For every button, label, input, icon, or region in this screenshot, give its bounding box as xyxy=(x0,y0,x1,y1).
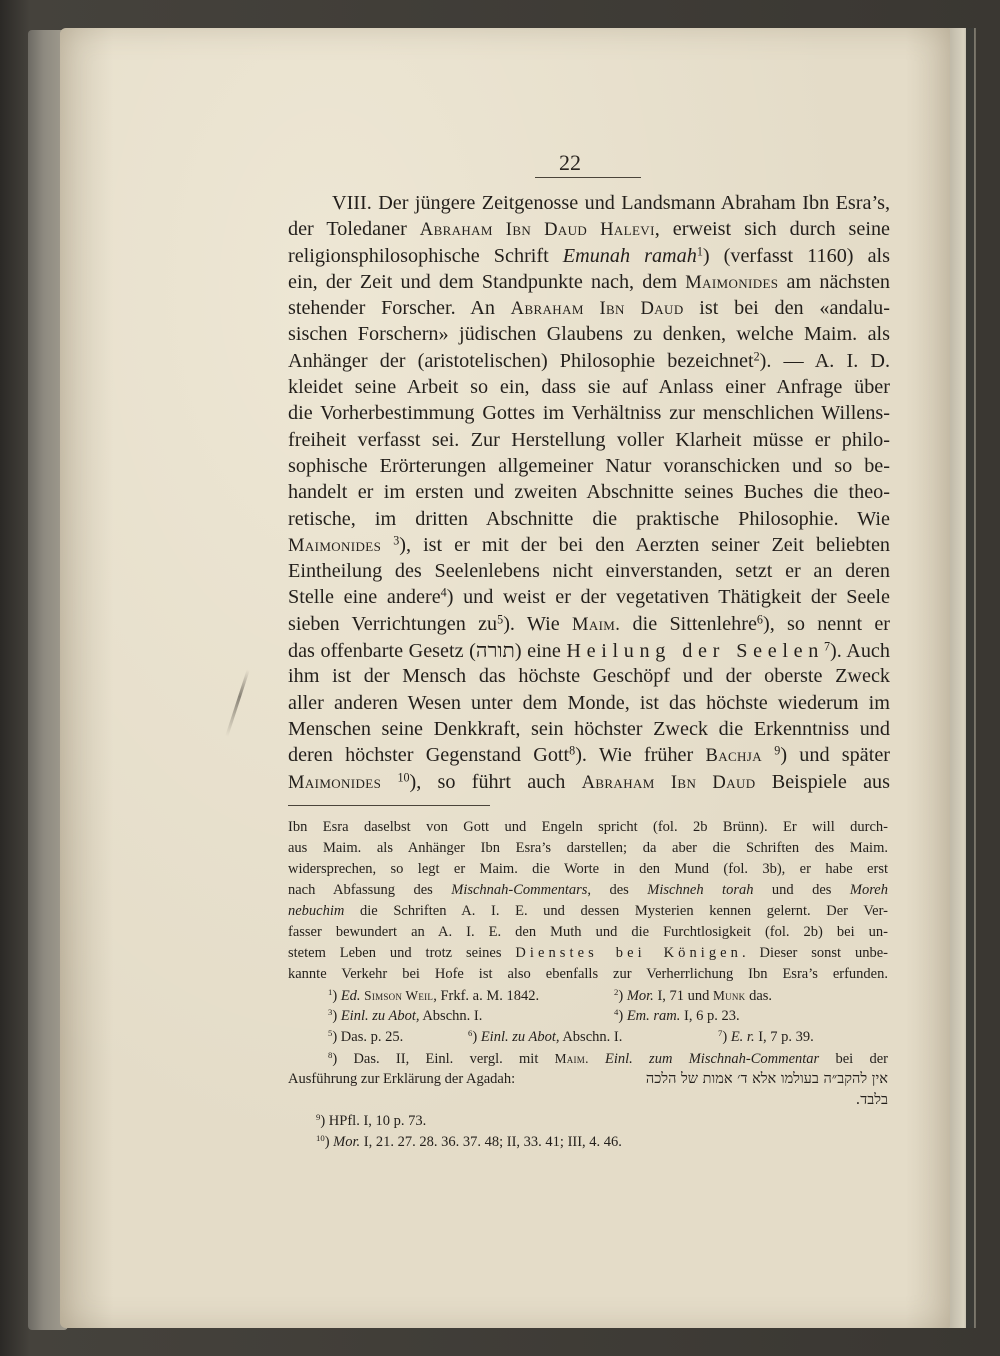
footnote-ref: 10 xyxy=(397,769,410,784)
name-smallcaps: Abraham Ibn Daud xyxy=(510,298,684,320)
name-smallcaps: Maimonides xyxy=(288,771,382,793)
footnote-ref: 7 xyxy=(823,639,831,654)
text-line: ihm ist der Mensch das höchste Geschöpf und der oberste Zweck xyxy=(288,665,890,688)
title-italic: E. r. xyxy=(730,1029,755,1045)
footnote-1: $^1$) Ed. Simson Weil, Frkf. a. M. 1842. xyxy=(328,987,540,1004)
footnote-ref: 1 xyxy=(328,987,333,998)
text-line: Stelle eine andere$^4$) und weist er der vegetativen Thätigkeit der Seele xyxy=(288,585,890,609)
footnote-8-line-2 xyxy=(288,1069,888,1090)
title-italic: Moreh xyxy=(849,882,888,898)
footnote-ref: 1 xyxy=(696,243,703,258)
name-smallcaps: Simson Weil xyxy=(364,988,434,1003)
text-line: die Vorherbestimmung Gottes im Verhältniss zur menschlichen Willens- xyxy=(288,402,890,425)
text-line: sischen Forschern» jüdischen Glaubens zu denken, welche Maim. als xyxy=(288,323,890,346)
text-line: deren höchster Gegenstand Gott$^8$). Wie früher Bachja $^9$) und später xyxy=(288,743,890,767)
name-smallcaps: Maim. xyxy=(571,613,621,635)
footnote-ref: 10 xyxy=(316,1133,325,1144)
footnote-text-line: kannte Verkehr bei Hofe ist also ebenfalls zur Verherrlichung Ibn Esra’s erfunden. xyxy=(288,966,888,982)
footnote-4: $^4$) Em. ram. I, 6 p. 23. xyxy=(614,1007,740,1024)
text-line: ein, der Zeit und dem Standpunkte nach, dem Maimonides am nächsten xyxy=(288,270,890,293)
title-italic: nebuchim xyxy=(288,903,345,919)
title-italic: Mischnah-Commentars xyxy=(451,882,588,898)
text-line: Menschen seine Denkkraft, sein höchster Zweck die Erkenntniss und xyxy=(288,717,890,740)
footnote-ref: 7 xyxy=(718,1028,723,1039)
footnote-8-line-1: $^8$) Das. II, Einl. vergl. mit Maim. Einl. zum Mischnah-Commentar bei der xyxy=(328,1050,889,1067)
footnote-row-5-6-7 xyxy=(288,1027,888,1048)
page-number: 22 xyxy=(559,150,581,175)
footnote-ref: 8 xyxy=(569,743,576,758)
text-line: aller anderen Wesen unter dem Monde, ist das höchste wiederum im xyxy=(288,691,890,714)
footnote-10: $^{10}$) Mor. I, 21. 27. 28. 36. 37. 48; II, 33. 41; III, 4. 46. xyxy=(316,1133,622,1150)
footnote-text-line: widersprechen, so legt er Maim. die Worte in den Mund (fol. 3b), er habe erst xyxy=(288,861,888,877)
footnote-ref: 6 xyxy=(468,1028,473,1039)
footnote-8-text: Ausführung zur Erklärung der Agadah: xyxy=(288,1071,516,1087)
title-italic: Einl. zum Mischnah-Commentar xyxy=(604,1051,820,1067)
footnote-rule xyxy=(288,805,490,806)
footnote-ref: 3 xyxy=(393,533,400,548)
footnote-row-3-4 xyxy=(288,1006,888,1027)
text-line: sieben Verrichtungen $zu^5$). Wie Maim. die Sittenlehre$^6$), so nennt er xyxy=(288,612,890,635)
footnote-8-hebrew-end: בלבד. xyxy=(855,1092,888,1108)
name-smallcaps: Abraham Ibn Daud xyxy=(581,771,756,793)
text-line: freiheit verfasst sei. Zur Herstellung voller Klarheit müsse er philo- xyxy=(288,428,890,451)
footnote-7: $^7$) E. r. I, 7 p. 39. xyxy=(718,1028,814,1045)
footnote-3: $^3$) Einl. zu Abot, Abschn. I. xyxy=(328,1007,483,1024)
text-line: der Toledaner Abraham Ibn Daud Halevi, erweist sich durch seine xyxy=(288,218,890,241)
text-line: Maimonides $^3$), ist er mit der bei den Aerzten seiner Zeit beliebten xyxy=(288,533,890,556)
text-line: kleidet seine Arbeit so ein, dass sie auf Anlass einer Anfrage über xyxy=(288,376,890,399)
title-italic: Ed. xyxy=(340,988,361,1004)
name-smallcaps: Abraham Ibn Daud Halevi xyxy=(419,219,655,241)
spaced-emphasis: Heilung der Seelen xyxy=(566,640,824,663)
footnote-ref: 2 xyxy=(614,987,619,998)
name-smallcaps: Maimonides xyxy=(288,534,382,556)
footnote-5: $^5$) Das. p. 25. xyxy=(328,1028,404,1045)
name-smallcaps: Maim. xyxy=(554,1051,589,1066)
title-italic: Einl. zu Abot, xyxy=(480,1029,560,1045)
footnote-text-line: aus Maim. als Anhänger Ibn Esra’s darstellen; da aber die Schriften des Maim. xyxy=(288,840,888,856)
text-line: handelt er im ersten und zweiten Abschnitte seines Buches die theo- xyxy=(288,481,890,504)
footnote-8-line-3 xyxy=(288,1090,888,1111)
footnote-ref: 5 xyxy=(497,612,504,627)
footnote-ref: 3 xyxy=(328,1007,333,1018)
hebrew-word: תורה xyxy=(475,638,515,663)
spaced-emphasis: Dienstes bei Königen xyxy=(515,945,742,961)
title-italic: Emunah ramah xyxy=(562,244,697,267)
title-italic: Mor. xyxy=(333,1134,361,1150)
text-line: VIII. Der jüngere Zeitgenosse und Landsmann Abraham Ibn Esra’s, xyxy=(332,192,890,214)
facing-page-strip xyxy=(966,28,974,1328)
footnote-9: $^9$) HPfl. I, 10 p. 73. xyxy=(316,1112,427,1129)
footnotes xyxy=(288,817,888,1153)
right-page-edge xyxy=(946,28,976,1328)
text-line: Eintheilung des Seelenlebens nicht einverstanden, setzt er an deren xyxy=(288,560,890,583)
text-line: retische, im dritten Abschnitte die praktische Philosophie. Wie xyxy=(288,507,890,530)
name-smallcaps: Bachja xyxy=(705,745,762,767)
footnote-text-line: stetem Leben und trotz seines Dienstes bei Königen. Dieser sonst unbe- xyxy=(288,945,888,961)
text-line: sophische Erörterungen allgemeiner Natur voranschicken und so be- xyxy=(288,454,890,477)
title-italic: Mischneh torah xyxy=(647,882,754,898)
text-line: stehender Forscher. An Abraham Ibn Daud ist bei den «andalu- xyxy=(288,297,890,320)
footnote-2: $^2$) Mor. I, 71 und Munk das. xyxy=(614,987,773,1004)
title-italic: Mor. xyxy=(626,988,654,1004)
footnote-ref: 8 xyxy=(328,1050,333,1061)
footnote-text-line: fasser bewundert an A. I. E. den Muth und die Furchtlosigkeit (fol. 2b) bei un- xyxy=(288,924,888,940)
text-line: Maimonides $^{10}$), so führt auch Abraham Ibn Daud Beispiele aus xyxy=(288,769,891,793)
title-italic: Em. ram. xyxy=(626,1008,681,1024)
footnote-ref: 9 xyxy=(316,1112,321,1123)
footnote-ref: 4 xyxy=(440,585,447,600)
name-smallcaps: Munk xyxy=(713,988,746,1003)
footnote-ref: 2 xyxy=(753,349,760,364)
footnote-ref: 6 xyxy=(756,612,763,627)
footnote-row-1-2 xyxy=(288,985,888,1006)
main-paragraph xyxy=(288,190,890,795)
title-italic: Einl. zu Abot, xyxy=(340,1008,420,1024)
footnote-text-line: nebuchim die Schriften A. I. E. und dessen Mysterien kennen gelernt. Der Ver- xyxy=(288,903,888,919)
footnote-continuation xyxy=(288,817,888,985)
footnote-6: $^6$) Einl. zu Abot, Abschn. I. xyxy=(468,1028,623,1045)
name-smallcaps: Maimonides xyxy=(685,271,779,293)
footnote-ref: 9 xyxy=(774,743,781,758)
text-line: religionsphilosophische Schrift Emunah ramah$^1$) (verfasst 1160) als xyxy=(288,243,890,267)
footnote-ref: 4 xyxy=(614,1007,619,1018)
header-rule xyxy=(535,177,641,178)
footnote-text-line: nach Abfassung des Mischnah-Commentars, des Mischneh torah und des Moreh xyxy=(288,882,888,898)
footnote-text-line: Ibn Esra daselbst von Gott und Engeln spricht (fol. 2b Brünn). Er will durch- xyxy=(288,819,888,835)
footnote-8-hebrew-quote: אין להקב״ה בעולמו אלא ד׳ אמות של הלכה xyxy=(645,1071,888,1087)
footnote-ref: 5 xyxy=(328,1028,333,1039)
text-line: Anhänger der (aristotelischen) Philosophie bezeichnet$^2$). — A. I. D. xyxy=(288,349,890,372)
text-line: das offenbarte Gesetz (תורה) eine Heilung der Seelen$^7$). Auch xyxy=(288,638,890,663)
